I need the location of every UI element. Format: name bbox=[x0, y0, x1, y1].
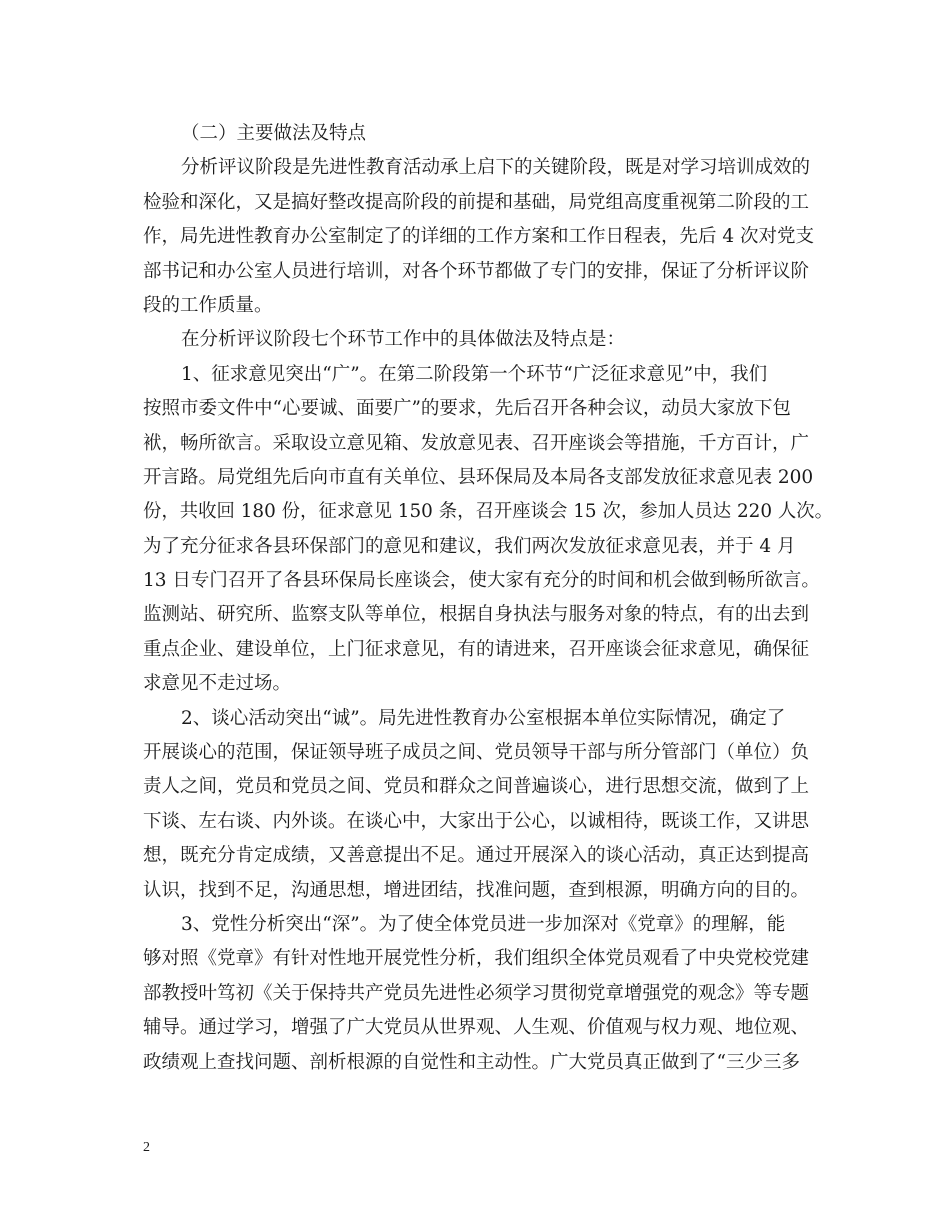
paragraph-line: 按照市委文件中“心要诚、面要广”的要求，先后召开各种会议，动员大家放下包 bbox=[143, 398, 791, 420]
paragraph-line: 袱，畅所欲言。采取设立意见箱、发放意见表、召开座谈会等措施，千方百计，广 bbox=[143, 432, 810, 454]
paragraph-line: 份，共收回 180 份，征求意见 150 条，召开座谈会 15 次，参加人员达 220 人次。 bbox=[143, 501, 834, 523]
paragraph-line: 辅导。通过学习，增强了广大党员从世界观、人生观、价值观与权力观、地位观、 bbox=[143, 1017, 810, 1039]
paragraph-line: 重点企业、建设单位，上门征求意见，有的请进来，召开座谈会征求意见，确保征 bbox=[143, 638, 810, 660]
paragraph-line: 开展谈心的范围，保证领导班子成员之间、党员领导干部与所分管部门（单位）负 bbox=[143, 742, 810, 764]
paragraph-line: 部书记和办公室人员进行培训，对各个环节都做了专门的安排，保证了分析评议阶 bbox=[143, 260, 810, 282]
paragraph-line: 1、征求意见突出“广”。在第二阶段第一个环节“广泛征求意见”中，我们 bbox=[181, 363, 768, 385]
paragraph-line: 分析评议阶段是先进性教育活动承上启下的关键阶段，既是对学习培训成效的 bbox=[181, 157, 811, 179]
paragraph-line: 监测站、研究所、监察支队等单位，根据自身执法与服务对象的特点，有的出去到 bbox=[143, 604, 810, 626]
paragraph-line: 为了充分征求各县环保部门的意见和建议，我们两次发放征求意见表，并于 4 月 bbox=[143, 535, 796, 557]
paragraph-line: 下谈、左右谈、内外谈。在谈心中，大家出于公心，以诚相待，既谈工作，又讲思 bbox=[143, 810, 810, 832]
paragraph-line: 政绩观上查找问题、剖析根源的自觉性和主动性。广大党员真正做到了“三少三多 bbox=[143, 1051, 800, 1073]
document-body bbox=[143, 117, 833, 1080]
paragraph-line: 求意见不走过场。 bbox=[143, 673, 292, 695]
paragraph-line: 2、谈心活动突出“诚”。局先进性教育办公室根据本单位实际情况，确定了 bbox=[181, 707, 786, 729]
paragraph-line: 13 日专门召开了各县环保局长座谈会，使大家有充分的时间和机会做到畅所欲言。 bbox=[143, 570, 820, 592]
paragraph-line: 段的工作质量。 bbox=[143, 294, 273, 316]
paragraph-line: 在分析评议阶段七个环节工作中的具体做法及特点是： bbox=[181, 329, 626, 351]
paragraph-line: 责人之间，党员和党员之间、党员和群众之间普遍谈心，进行思想交流，做到了上 bbox=[143, 776, 810, 798]
paragraph-line: 够对照《党章》有针对性地开展党性分析，我们组织全体党员观看了中央党校党建 bbox=[143, 948, 810, 970]
page-number: 2 bbox=[143, 1140, 150, 1155]
paragraph-line: 检验和深化，又是搞好整改提高阶段的前提和基础，局党组高度重视第二阶段的工 bbox=[143, 191, 810, 213]
paragraph-line: 作，局先进性教育办公室制定了的详细的工作方案和工作日程表，先后 4 次对党支 bbox=[143, 226, 815, 248]
paragraph-line: 认识，找到不足，沟通思想，增进团结，找准问题，查到根源，明确方向的目的。 bbox=[143, 879, 810, 901]
paragraph-line: 开言路。局党组先后向市直有关单位、县环保局及本局各支部发放征求意见表 200 bbox=[143, 466, 814, 488]
paragraph-line: 想，既充分肯定成绩，又善意提出不足。通过开展深入的谈心活动，真正达到提高 bbox=[143, 845, 810, 867]
paragraph-line: 3、党性分析突出“深”。为了使全体党员进一步加深对《党章》的理解，能 bbox=[181, 913, 786, 935]
section-heading: （二）主要做法及特点 bbox=[181, 123, 367, 144]
paragraph-line: 部教授叶笃初《关于保持共产党员先进性必须学习贯彻党章增强党的观念》等专题 bbox=[143, 982, 810, 1004]
